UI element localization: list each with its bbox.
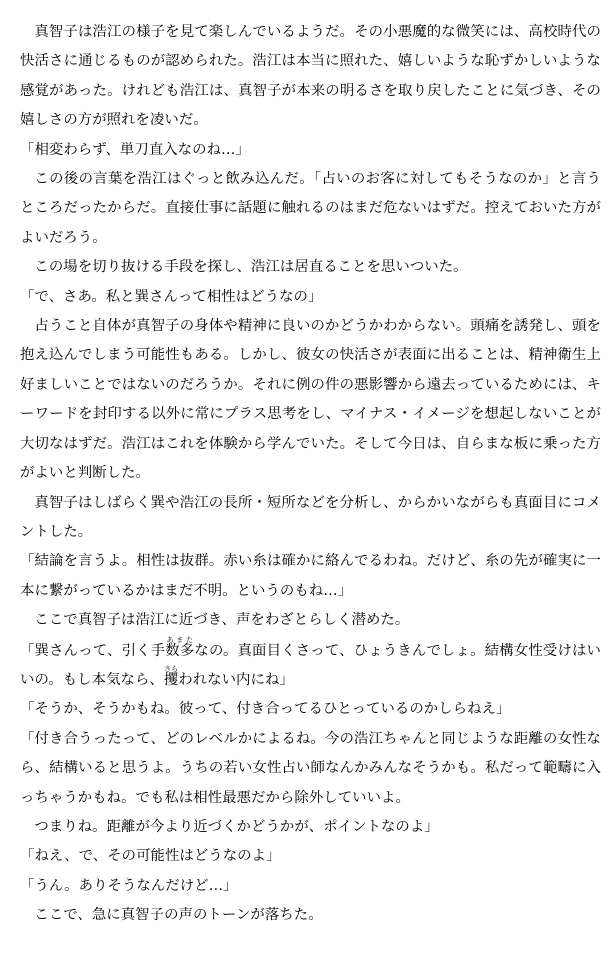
dialogue-segment: 「巽さんって、引く手 — [20, 642, 166, 659]
dialogue-line: 「相変わらず、単刀直入なのね…」 — [20, 141, 250, 158]
dialogue-line: 「付き合うったって、どのレベルかによるね。今の浩江ちゃんと同じような距離の女性なら、結構いると思うよ。うちの若い女性占い師なんかみんなそうかも。私だって範疇に入っちゃうかもね。でも私は相性最悪だから除外していいよ。 — [20, 730, 601, 806]
paragraph: この後の言葉を浩江はぐっと飲み込んだ。「占いのお客に対してもそうなのか」と言うところだったからだ。直接仕事に話題に触れるのはまだ危ないはずだ。控えておいた方がよいだろう。 — [20, 171, 601, 246]
ruby-reading: さら — [163, 664, 179, 673]
ruby-base: 数多 — [165, 642, 195, 659]
ruby-reading: あまた — [165, 635, 195, 644]
dialogue-line: 「そうか、そうかもね。彼って、付き合ってるひとっているのかしらねえ」 — [20, 701, 511, 718]
ruby-base: 攫 — [163, 671, 179, 688]
paragraph: 真智子はしばらく巽や浩江の長所・短所などを分析し、からかいながらも真面目にコメントした。 — [20, 494, 601, 540]
paragraph: 占うこと自体が真智子の身体や精神に良いのかどうかわからない。頭痛を誘発し、頭を抱え込んでしまう可能性もある。しかし、彼女の快活さが表面に出ることは、精神衛生上好ましいことではないのだろうか。それに例の件の悪影響から遠去っているためには、キーワードを封印する以外に常にプラス思考をし、マイナス・イメージを想起しないことが大切なはずだ。浩江はこれを体験から学んでいた。そして今日は、自らまな板に乗った方がよいと判断した。 — [20, 318, 601, 482]
dialogue-line: 「うん。ありそうなんだけど…」 — [20, 877, 238, 894]
ruby-word — [163, 664, 179, 688]
dialogue-segment: なの。真面目くさって、ひょうきんでしょ。結構女性受けはいいの。もし本気なら、 — [20, 642, 601, 688]
dialogue-line: 「で、さあ。私と巽さんって相性はどうなの」 — [20, 288, 323, 305]
paragraph: 真智子は浩江の様子を見て楽しんでいるようだ。その小悪魔的な微笑には、高校時代の快活さに通じるものが認められた。浩江は本当に照れた、嬉しいような恥ずかしいような感覚があった。けれども浩江は、真智子が本来の明るさを取り戻したことに気づき、その嬉しさの方が照れを凌いだ。 — [20, 24, 601, 129]
paragraph: つまりね。距離が今より近づくかどうかが、ポイントなのよ」 — [34, 818, 439, 835]
dialogue-line-with-ruby — [20, 636, 601, 696]
dialogue-line: 「結論を言うよ。相性は抜群。赤い糸は確かに絡んでるわね。だけど、糸の先が確実に一本に繋がっているかはまだ不明。というのもね…」 — [20, 553, 601, 599]
ruby-word — [165, 635, 195, 659]
dialogue-line: 「ねえ、で、その可能性はどうなのよ」 — [20, 848, 281, 865]
dialogue-segment: われない内にね」 — [178, 671, 294, 688]
paragraph: ここで真智子は浩江に近づき、声をわざとらしく潜めた。 — [34, 612, 410, 629]
paragraph: ここで、急に真智子の声のトーンが落ちた。 — [34, 907, 323, 924]
paragraph: この場を切り抜ける手段を探し、浩江は居直ることを思いついた。 — [34, 259, 468, 276]
